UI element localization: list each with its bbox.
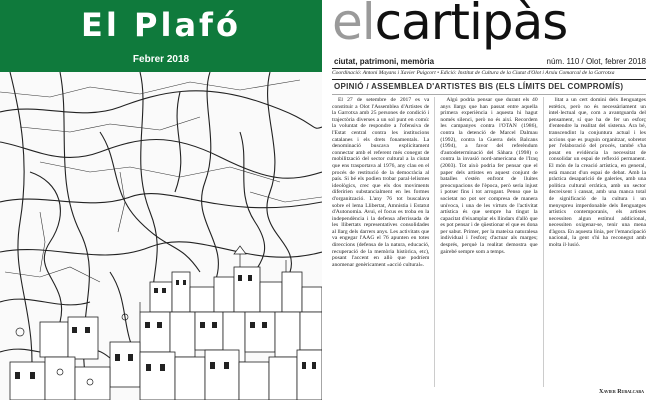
credits-line: Coordinació: Antoni Mayans i Xavier Puigcort • Edició: Institut de Cultura de la Ciutat d'Olot i Arxiu Comarcal de la Garrotxa: [332, 70, 615, 76]
el-plafo-date: Febrer 2018: [132, 54, 190, 65]
map-drawing: [0, 72, 322, 400]
right-page: [328, 0, 650, 400]
column-1-text: El 27 de setembre de 2017 es va constituir a Olot l'Assemblea d'Artistes de la Garrotxa amb 25 persones de condició i trajectòria diverses a un sol punt en comú: la voluntat de respondre a l'ofensiva de l'Estat central contra les institucions catalanes i els drets fonamentals. La denominació buscava explícitament connectar amb el referent més conegut de mobilització del sector cultural a la ciutat que ens trasportava al 1976, any clau en el procés de restitució de la democràcia al país. Si bé els podien trobar paral·lelismes ideològics, crec que els dos moviments diferirien substancialment en les formes d'organització. L'any 76 tot buscalava sobre el lema Llibertat, Amnistia i Estatut d'Autonomia. Avui, el focus es troba en la independència i la defensa aferrissada de les llibertats representatives consolidades al llarg dels darrers anys. Les activitats que va engegar l'AAG el 76 apunten en totes direccions (defensa de la natura, educació, recuperació de la memòria històrica, etc), posant l'accent en allò que podríem anomenar genèricament «acció cultural».: [332, 97, 430, 268]
el-plafo-title: El Plafó: [81, 6, 241, 44]
rule-bottom: [332, 94, 646, 95]
column-3-text: litat a un cert domini dels llenguatges estètics, però no és necessàriament un intel·lectual que, com a avantguarda del pensament, sí que ha de fer un esforç d'entendre la realitat del sistema. Ara bé, transcendint la conjuntura actual i les accions que es puguin organitzar, sobretot per l'elaboració del procés, també s'ha posat en evidència la necessitat de consolidar un espai de reflexió permanent. El món de la creació artística, en general, està mancat d'un espai de debat. Amb la pràctica desaparició de galeries, amb una política cultural erràtica, amb un sector decreixent i cansat, amb una manca total de significació de la cultura i un menyspreu imperdonable dels llenguatges artístics contemporanis, els artistes necessiten algun estímul addicional, necessiten oxigenar-se, tenir una mena d'àgora. En aquesta línia, per l'emancipació nacional, la gent s'hi ha reconegut amb molta il·lusió.: [548, 97, 646, 249]
city-map-illustration: [0, 72, 322, 400]
el-plafo-banner: [0, 0, 322, 72]
article-author: Xavier Rubalcaba: [599, 389, 644, 395]
left-page: [0, 0, 322, 400]
section-heading: OPINIÓ / ASSEMBLEA D'ARTISTES BIS (ELS LÍMITS DEL COMPROMÍS): [334, 82, 624, 91]
article-column-3: [549, 97, 646, 387]
masthead-el: el: [332, 0, 375, 51]
masthead-cartipas: cartipàs: [374, 0, 568, 51]
column-separator: [543, 97, 544, 387]
issue-number: núm. 110 / Olot, febrer 2018: [546, 57, 646, 66]
column-separator: [434, 97, 435, 387]
rule-middle: [332, 79, 646, 80]
article-column-1: [332, 97, 429, 387]
article-column-2: [440, 97, 537, 387]
el-cartipas-masthead: [332, 0, 567, 52]
article-columns: [332, 97, 646, 387]
rule-top: [332, 68, 646, 69]
masthead-subtitle: ciutat, patrimoni, memòria: [334, 57, 435, 66]
column-2-text: Algú podria pensar que durant els 40 anys llargs que han passat entre aquella primera experiència i aquesta hi hagut només silenci, però no és així. Recordem les campanyes contra l'OTAN (1986), contra la detenció de Marcel Dalmau (1992), contra la Guerra dels Balcans (1994), a favor del referèndum d'autodeterminació del Sàhara (1998) o contra la invasió nord-americana de l'Iraq (2003). Tot això podria fer pensar que el paper dels artistes en aquest conjunt de batalles s'estén enfront de lluites preocupacions de l'època, però seria injust i potser fins i tot arrogant. Penso que la societat no pot ser compresa de manera unívoca, i una de les virtuts de l'activitat artística és que sempre ha tingut la capacitat d'eixamplar els llindars d'allò que es pot pensar i de qüestionar el que es dona per sabut. Primer, per la mateixa naturalesa individual i l'esforç d'actuar als marges; després, perquè la realitat demostra que gairebé sempre som a temps.: [440, 97, 538, 255]
